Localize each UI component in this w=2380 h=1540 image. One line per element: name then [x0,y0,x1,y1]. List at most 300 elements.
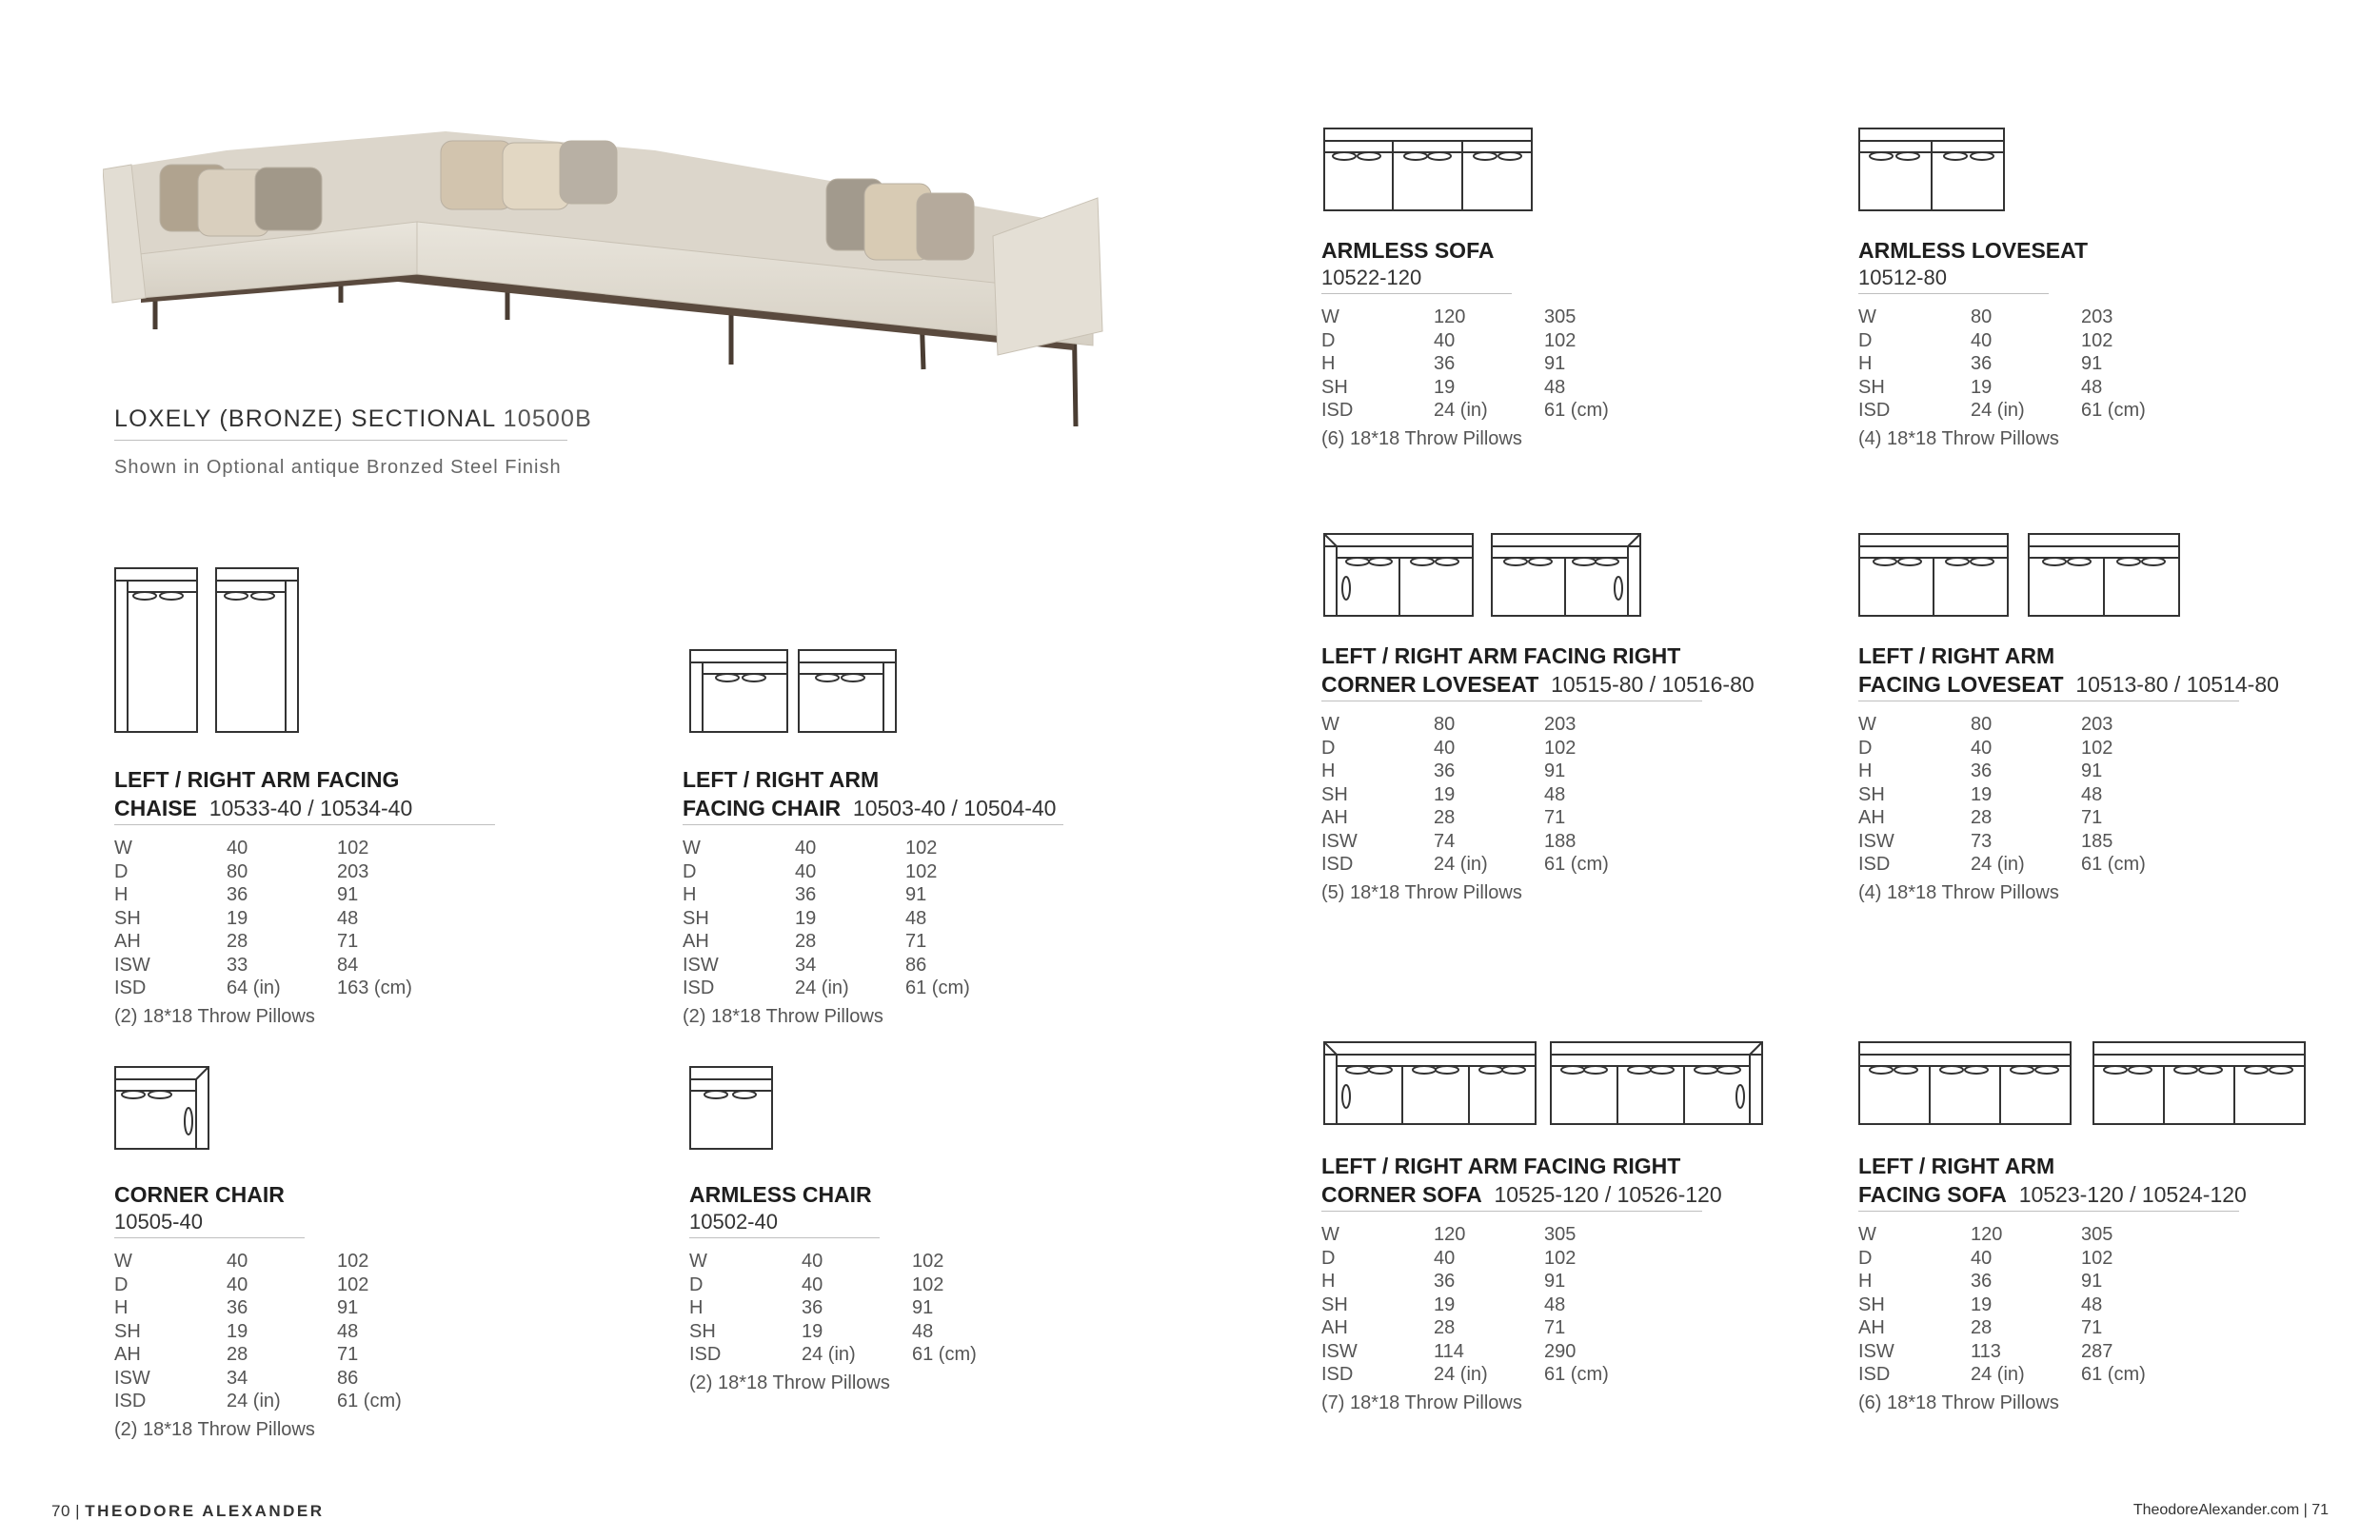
spec-row [1858,783,2146,807]
product-armless-loveseat [1858,236,2146,450]
spec-inches: 36 [795,884,817,905]
spec-label: AH [114,1344,141,1365]
spec-row [1321,1340,1609,1364]
throw-pillows-note: (2) 18*18 Throw Pillows [683,1005,883,1027]
spec-cm: 102 [1544,1247,1577,1269]
product-corner-chair [114,1180,402,1441]
spec-cm: 71 [1544,807,1566,828]
spec-label: W [689,1251,707,1272]
spec-cm: 102 [337,838,369,859]
spec-row [1858,760,2146,783]
spec-row [1858,1316,2146,1340]
spec-cm: 185 [2081,830,2113,852]
spec-label: D [689,1273,704,1295]
spec-cm: 61 (cm) [1544,1364,1609,1385]
product-title-line2: FACING LOVESEAT [1858,672,2064,697]
spec-cm: 71 [905,931,927,952]
spec-row [1858,376,2146,400]
spec-label: AH [1321,1317,1348,1338]
spec-label: SH [1858,783,1885,805]
spec-table [1321,713,1609,877]
product-title [114,765,495,794]
spec-cm: 91 [2081,1271,2103,1292]
spec-cm: 203 [337,860,369,882]
spec-cm: 91 [337,884,359,905]
diagram-armless-sofa [1323,128,1533,211]
product-title-line2: CORNER LOVESEAT [1321,672,1539,697]
spec-cm: 71 [2081,1317,2103,1338]
spec-row [683,907,970,931]
spec-cm: 48 [1544,1293,1566,1315]
product-armless-chair [689,1180,977,1394]
spec-cm: 84 [337,954,359,976]
spec-table [114,1250,402,1413]
hero-divider [114,440,567,441]
spec-row [1321,1363,1609,1387]
title-divider [689,1237,880,1238]
spec-inches: 73 [1971,830,1993,852]
spec-label: D [114,860,129,882]
spec-cm: 203 [2081,306,2113,327]
product-title-line1: LEFT / RIGHT ARM FACING RIGHT [1321,1154,1681,1178]
spec-label: SH [689,1320,716,1342]
spec-table [1858,1223,2146,1387]
spec-row [1858,1270,2146,1293]
spec-label: AH [1858,807,1885,828]
throw-pillows-note: (6) 18*18 Throw Pillows [1858,1392,2059,1413]
spec-label: ISD [683,977,715,998]
spec-label: ISD [1858,1364,1891,1385]
spec-table [683,837,970,1000]
product-title-line2: FACING SOFA [1858,1182,2007,1207]
spec-label: H [1858,1271,1873,1292]
spec-inches: 19 [227,907,248,929]
diagram-facing-sofa [1858,1041,2308,1125]
spec-inches: 40 [227,838,248,859]
spec-label: ISD [1321,854,1354,875]
spec-cm: 61 (cm) [2081,854,2146,875]
spec-cm: 91 [905,884,927,905]
spec-label: ISD [114,1391,147,1412]
spec-inches: 19 [1971,783,1993,805]
spec-row [1858,830,2146,854]
spec-cm: 48 [1544,376,1566,398]
spec-cm: 61 (cm) [2081,1364,2146,1385]
spec-inches: 24 (in) [1971,400,2025,421]
spec-inches: 40 [1434,1247,1456,1269]
spec-inches: 28 [1434,1317,1456,1338]
spec-label: SH [1858,376,1885,398]
spec-row [114,1250,402,1273]
spec-row [1321,1270,1609,1293]
product-title-line2: CORNER SOFA [1321,1182,1482,1207]
spec-label: W [683,838,701,859]
spec-row [1858,1293,2146,1317]
spec-cm: 61 (cm) [1544,400,1609,421]
spec-label: SH [1858,1293,1885,1315]
product-title-line1: LEFT / RIGHT ARM [683,767,880,792]
spec-label: D [1858,329,1873,351]
spec-cm: 48 [2081,1293,2103,1315]
spec-label: W [1858,714,1876,735]
spec-row [1321,399,1609,423]
product-title-line [114,794,495,822]
product-code: 10512-80 [1858,266,1947,289]
product-title [1858,1152,2247,1180]
spec-inches: 36 [1971,1271,1993,1292]
spec-label: W [1858,306,1876,327]
spec-label: ISW [1858,830,1894,852]
product-title [1321,642,1755,670]
spec-label: W [114,838,132,859]
product-code: 10523-120 / 10524-120 [2018,1182,2247,1207]
spec-cm: 102 [2081,737,2113,759]
spec-cm: 91 [1544,1271,1566,1292]
spec-row [683,883,970,907]
spec-inches: 36 [1971,760,1993,781]
product-title [1858,642,2279,670]
diagram-corner-sofa [1323,1041,1765,1125]
spec-row [1858,306,2146,329]
spec-inches: 19 [227,1320,248,1342]
spec-row [1321,1293,1609,1317]
spec-inches: 40 [1971,737,1993,759]
spec-label: ISD [114,977,147,998]
spec-cm: 188 [1544,830,1577,852]
spec-cm: 203 [1544,714,1577,735]
throw-pillows-note: (2) 18*18 Throw Pillows [114,1005,315,1027]
spec-inches: 33 [227,954,248,976]
spec-cm: 48 [912,1320,934,1342]
spec-row [689,1273,977,1297]
product-corner-sofa [1321,1152,1722,1414]
spec-row [689,1250,977,1273]
spec-inches: 114 [1434,1340,1464,1362]
title-divider [683,824,1063,825]
spec-row [683,930,970,954]
spec-row [114,860,412,884]
spec-row [1321,806,1609,830]
product-title-line [1321,670,1755,699]
spec-cm: 48 [1544,783,1566,805]
spec-row [683,837,970,860]
throw-pillows-note: (6) 18*18 Throw Pillows [1321,427,1522,449]
product-code: 10522-120 [1321,266,1422,289]
spec-label: SH [114,1320,141,1342]
spec-inches: 19 [802,1320,823,1342]
spec-cm: 102 [2081,1247,2113,1269]
product-facing-sofa [1858,1152,2247,1414]
spec-row [1321,713,1609,737]
spec-row [1321,853,1609,877]
product-title [114,1180,402,1209]
spec-inches: 28 [1971,1317,1993,1338]
spec-inches: 36 [227,884,248,905]
spec-inches: 36 [1434,760,1456,781]
spec-label: H [689,1297,704,1318]
spec-label: D [1321,737,1336,759]
spec-cm: 305 [1544,306,1577,327]
spec-label: W [1321,306,1339,327]
spec-row [1321,830,1609,854]
diagram-armless-loveseat [1858,128,2005,211]
spec-row [683,860,970,884]
spec-cm: 102 [1544,737,1577,759]
product-facing-chaise [114,765,495,1028]
spec-row [689,1296,977,1320]
footer-left: 70 | THEODORE ALEXANDER [51,1502,325,1520]
spec-label: ISD [1321,400,1354,421]
spec-cm: 48 [337,907,359,929]
hero-subtitle: Shown in Optional antique Bronzed Steel Finish [114,457,562,478]
spec-inches: 40 [227,1273,248,1295]
spec-cm: 71 [337,931,359,952]
spec-inches: 28 [227,931,248,952]
spec-inches: 19 [1971,376,1993,398]
spec-row [114,883,412,907]
title-divider [1858,293,2049,294]
spec-label: AH [114,931,141,952]
spec-row [114,977,412,1000]
spec-label: D [1858,737,1873,759]
spec-cm: 305 [2081,1224,2113,1245]
throw-pillows-note: (2) 18*18 Throw Pillows [689,1372,890,1393]
hero-title [114,405,592,433]
spec-table [1858,306,2146,423]
product-code: 10505-40 [114,1210,203,1234]
spec-cm: 48 [905,907,927,929]
spec-cm: 91 [2081,353,2103,374]
spec-label: H [1858,760,1873,781]
spec-inches: 19 [795,907,817,929]
product-title-line1: CORNER CHAIR [114,1182,285,1207]
spec-label: D [683,860,697,882]
spec-row [1858,737,2146,760]
product-title-line1: ARMLESS CHAIR [689,1182,872,1207]
spec-label: AH [683,931,709,952]
spec-inches: 19 [1971,1293,1993,1315]
spec-inches: 80 [1971,306,1993,327]
spec-row [1321,352,1609,376]
spec-label: D [1858,1247,1873,1269]
spec-inches: 34 [227,1367,248,1389]
spec-inches: 19 [1434,1293,1456,1315]
product-title-line2: CHAISE [114,796,197,820]
spec-table [689,1250,977,1367]
spec-label: D [1321,329,1336,351]
spec-cm: 91 [337,1297,359,1318]
spec-label: AH [1858,1317,1885,1338]
spec-inches: 40 [1971,329,1993,351]
spec-row [114,1390,402,1413]
spec-inches: 80 [1971,714,1993,735]
product-title-line1: ARMLESS SOFA [1321,238,1495,263]
spec-label: ISW [1858,1340,1894,1362]
spec-inches: 19 [1434,783,1456,805]
product-title-line1: LEFT / RIGHT ARM FACING RIGHT [1321,643,1681,668]
spec-cm: 61 (cm) [1544,854,1609,875]
spec-label: AH [1321,807,1348,828]
spec-cm: 287 [2081,1340,2113,1362]
spec-row [1321,783,1609,807]
spec-row [1858,329,2146,353]
spec-row [1321,306,1609,329]
product-code: 10502-40 [689,1210,778,1234]
diagram-facing-chaise [114,567,301,733]
spec-cm: 102 [905,838,938,859]
spec-row [1858,1340,2146,1364]
spec-label: ISW [1321,830,1358,852]
spec-row [1858,713,2146,737]
spec-row [1321,1247,1609,1271]
spec-table [1321,306,1609,423]
spec-label: ISD [1858,400,1891,421]
spec-inches: 24 (in) [1434,854,1488,875]
product-code: 10515-80 / 10516-80 [1551,672,1755,697]
spec-table [114,837,412,1000]
spec-table [1858,713,2146,877]
spec-label: SH [1321,376,1348,398]
spec-inches: 36 [227,1297,248,1318]
spec-inches: 28 [1971,807,1993,828]
spec-inches: 40 [802,1273,823,1295]
spec-label: H [1858,353,1873,374]
product-title-line2: FACING CHAIR [683,796,842,820]
product-title-line [1321,1180,1722,1209]
product-facing-chair [683,765,1063,1028]
spec-cm: 61 (cm) [905,977,970,998]
spec-cm: 86 [905,954,927,976]
product-title [1858,236,2146,265]
throw-pillows-note: (4) 18*18 Throw Pillows [1858,427,2059,449]
spec-inches: 40 [795,838,817,859]
hero-title-text: LOXELY (BRONZE) SECTIONAL [114,405,496,432]
footer-right: TheodoreAlexander.com | 71 [2132,1502,2329,1518]
spec-inches: 24 (in) [1434,400,1488,421]
throw-pillows-note: (5) 18*18 Throw Pillows [1321,881,1522,903]
spec-inches: 80 [1434,714,1456,735]
spec-inches: 36 [802,1297,823,1318]
spec-cm: 102 [912,1273,944,1295]
spec-cm: 102 [1544,329,1577,351]
spec-inches: 36 [1434,353,1456,374]
spec-label: SH [1321,1293,1348,1315]
spec-row [114,907,412,931]
spec-row [683,954,970,977]
spec-label: H [683,884,697,905]
spec-label: W [1321,1224,1339,1245]
product-title [683,765,1063,794]
spec-inches: 28 [227,1344,248,1365]
spec-inches: 120 [1971,1224,2003,1245]
hero-code: 10500B [503,405,593,432]
spec-label: SH [683,907,709,929]
spec-row [1321,760,1609,783]
spec-cm: 71 [337,1344,359,1365]
product-armless-sofa [1321,236,1609,450]
diagram-facing-loveseat [1858,533,2182,617]
spec-label: H [114,884,129,905]
throw-pillows-note: (7) 18*18 Throw Pillows [1321,1392,1522,1413]
title-divider [1321,293,1512,294]
spec-label: D [114,1273,129,1295]
spec-label: ISW [114,954,150,976]
title-divider [1321,1211,1702,1212]
spec-label: ISD [689,1344,722,1365]
product-code: 10503-40 / 10504-40 [852,796,1057,820]
spec-cm: 102 [912,1251,944,1272]
spec-row [683,977,970,1000]
spec-cm: 61 (cm) [912,1344,977,1365]
spec-row [114,1367,402,1391]
spec-label: H [1321,1271,1336,1292]
spec-row [1321,329,1609,353]
product-title-line [1858,670,2279,699]
spec-row [114,1320,402,1344]
spec-cm: 305 [1544,1224,1577,1245]
product-corner-loveseat [1321,642,1755,904]
spec-cm: 71 [1544,1317,1566,1338]
spec-cm: 290 [1544,1340,1577,1362]
spec-inches: 28 [795,931,817,952]
product-title-line [1858,1180,2247,1209]
product-title-line1: LEFT / RIGHT ARM [1858,643,2055,668]
product-title-line1: ARMLESS LOVESEAT [1858,238,2089,263]
title-divider [1858,1211,2239,1212]
spec-label: H [1321,353,1336,374]
spec-inches: 19 [1434,376,1456,398]
product-title [689,1180,977,1209]
spec-row [1858,1363,2146,1387]
product-title [1321,236,1609,265]
spec-inches: 40 [795,860,817,882]
spec-label: H [1321,760,1336,781]
spec-row [1321,1316,1609,1340]
spec-label: ISW [1321,1340,1358,1362]
sectional-sofa-image [103,112,1104,436]
spec-label: W [114,1251,132,1272]
spec-cm: 48 [2081,783,2103,805]
spec-inches: 24 (in) [1971,1364,2025,1385]
spec-cm: 48 [337,1320,359,1342]
spec-inches: 24 (in) [795,977,849,998]
spec-cm: 91 [912,1297,934,1318]
spec-inches: 40 [802,1251,823,1272]
spec-label: SH [114,907,141,929]
product-code: 10533-40 / 10534-40 [208,796,413,820]
spec-row [689,1320,977,1344]
spec-inches: 36 [1971,353,1993,374]
page-number-right: 71 [2311,1502,2329,1518]
product-title-line [683,794,1063,822]
product-code: 10513-80 / 10514-80 [2075,672,2279,697]
throw-pillows-note: (4) 18*18 Throw Pillows [1858,881,2059,903]
website-link[interactable]: TheodoreAlexander.com [2132,1502,2300,1518]
spec-row [114,1296,402,1320]
spec-cm: 61 (cm) [2081,400,2146,421]
spec-inches: 36 [1434,1271,1456,1292]
page-number-left: 70 [51,1502,70,1520]
spec-inches: 74 [1434,830,1456,852]
spec-table [1321,1223,1609,1387]
spec-row [1858,1223,2146,1247]
spec-row [114,1343,402,1367]
spec-label: W [1858,1224,1876,1245]
spec-cm: 91 [1544,760,1566,781]
spec-cm: 203 [2081,714,2113,735]
diagram-armless-chair [689,1066,773,1150]
spec-inches: 40 [1971,1247,1993,1269]
